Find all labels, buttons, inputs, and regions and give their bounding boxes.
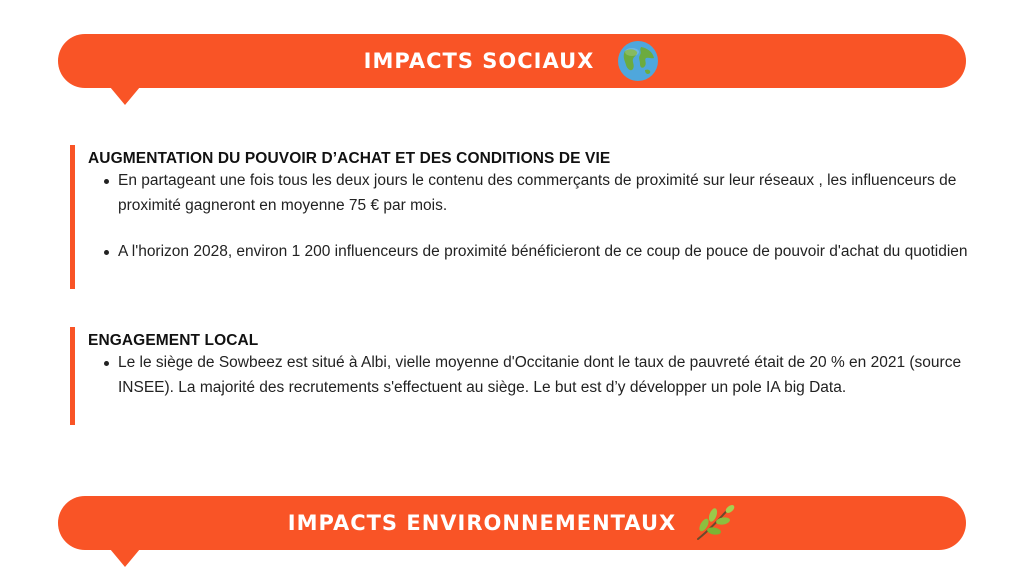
section-heading: AUGMENTATION DU POUVOIR D’ACHAT ET DES CONDITIONS DE VIE <box>88 150 611 167</box>
banner-title-social: IMPACTS SOCIAUX <box>363 49 595 73</box>
bullet-list <box>70 350 990 400</box>
section-heading: ENGAGEMENT LOCAL <box>88 332 259 349</box>
list-item: Le le siège de Sowbeez est situé à Albi, vielle moyenne d'Occitanie dont le taux de pauvreté était de 20 % en 2021 (source INSEE). La majorité des recrutements s'effectuent au siège. Le but est d’y développer un pole IA big Data. <box>118 350 968 400</box>
banner-impacts-sociaux <box>58 34 966 88</box>
banner-impacts-environnementaux <box>58 496 966 550</box>
banner-title-environment: IMPACTS ENVIRONNEMENTAUX <box>287 511 677 535</box>
section-accent-bar <box>70 327 75 425</box>
globe-icon <box>616 39 660 83</box>
section-pouvoir-achat <box>70 145 990 290</box>
list-item: En partageant une fois tous les deux jours le contenu des commerçants de proximité sur leur réseaux , les influenceurs de proximité gagneront en moyenne 75 € par mois. <box>118 168 968 218</box>
leaf-branch-icon <box>692 503 736 543</box>
bullet-list <box>70 168 990 264</box>
section-engagement-local <box>70 327 990 427</box>
list-item: A l'horizon 2028, environ 1 200 influenceurs de proximité bénéficieront de ce coup de pouce de pouvoir d'achat du quotidien <box>118 239 968 264</box>
section-accent-bar <box>70 145 75 289</box>
